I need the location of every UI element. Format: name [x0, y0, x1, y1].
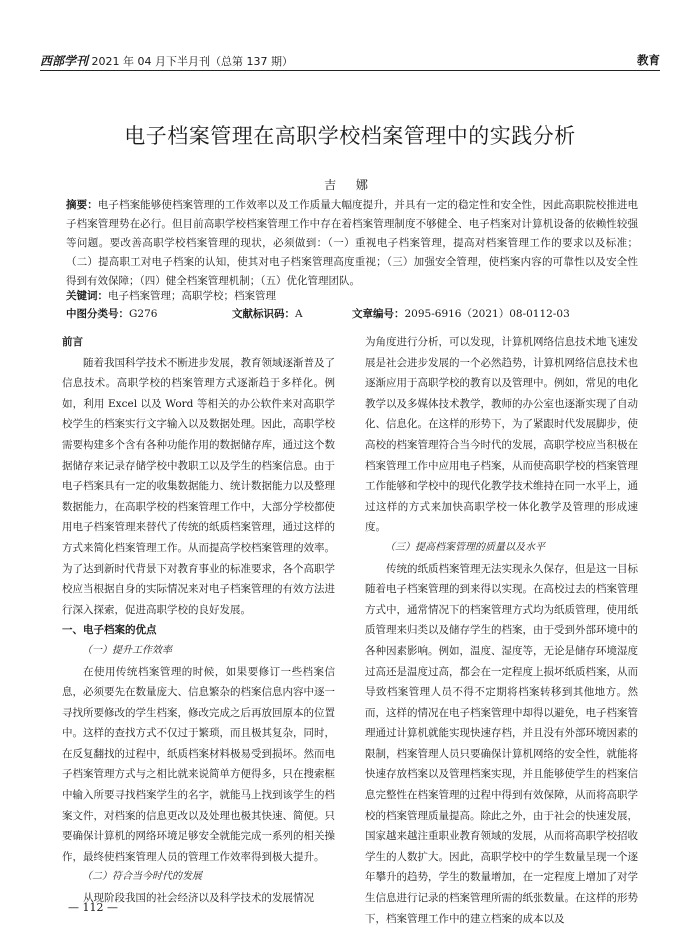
article-number-label: 文章编号：	[352, 308, 405, 320]
section-label: 教育	[637, 53, 660, 67]
journal-issue: 2021 年 04 月下半月刊（总第 137 期）	[91, 55, 293, 68]
journal-brand-logo: 西部学刊	[40, 54, 89, 68]
keywords-label: 关键词：	[66, 290, 108, 302]
body-paragraph: 在使用传统档案管理的时候，如果要修订一些档案信息，必须要先在数量庞大、信息繁杂的档案信息内容中逐一寻找所要修改的学生档案，修改完成之后再放回原本的位置中。这样的查找方式不仅过于繁琐，而且极其复杂，同时，在反复翻找的过程中，纸质档案材料极易受到损坏。然而电子档案管理方式与之相比就来说简单方便得多，只在搜索框中输入所要寻找档案学生的名字，就能马上找到该学生的档案文件，对档案的信息更改以及处理也极其快速、简便。只要确保计算机的网络环境足够安全就能完成一系列的相关操作，最终使档案管理人员的管理工作效率得到极大提升。	[62, 665, 335, 863]
subsection-heading: （三）提高档案管理的质量以及水平	[385, 541, 545, 553]
clc-value: G276	[129, 308, 158, 320]
abstract-label: 摘要：	[66, 199, 98, 211]
running-header	[40, 52, 660, 72]
clc-label: 中图分类号：	[66, 308, 129, 320]
section-heading: 一、电子档案的优点	[62, 624, 157, 637]
article-number-value: 2095-6916（2021）08-0112-03	[404, 308, 570, 320]
body-paragraph: 随着我国科学技术不断进步发展，教育领域逐渐普及了信息技术。高职学校的档案管理方式逐渐趋于多样化。例如，利用 Excel 以及 Word 等相关的办公软件来对高职学校学生的档案实行文字输入以及数据处理。因此，高职学校需要构建多个含有各种功能作用的数据储存库，通过这个数据储存来记录存储学校中教职工以及学生的档案信息。由于电子档案具有一定的收集数据能力、统计数据能力以及整理数据能力，在高职学校的档案管理工作中，大部分学校都使用电子档案管理来替代了传统的纸质档案管理，通过这样的方式来简化档案管理工作。从而提高学校档案管理的效率。为了达到新时代背景下对教育事业的标准要求，各个高职学校应当根据自身的实际情况来对电子档案管理的有效方法进行深入探索，促进高职学校的良好发展。	[62, 356, 335, 616]
keywords	[66, 288, 638, 303]
subsection-heading: （一）提升工作效率	[82, 644, 172, 656]
article-title: 电子档案管理在高职学校档案管理中的实践分析	[124, 124, 576, 148]
body-paragraph: 从现阶段我国的社会经济以及科学技术的发展情况	[83, 892, 314, 905]
clc-number	[66, 306, 157, 321]
preface-heading: 前言	[62, 336, 83, 348]
keywords-text: 电子档案管理；高职学校；档案管理	[108, 290, 276, 302]
document-code-value: A	[295, 308, 303, 320]
header-rule	[40, 70, 660, 71]
left-column	[62, 332, 335, 909]
abstract-text: 电子档案能够使档案管理的工作效率以及工作质量大幅度提升，并具有一定的稳定性和安全性，因此高职院校推进电子档案管理势在必行。但目前高职学校档案管理工作中存在着档案管理制度不够健全、电子档案对计算机设备的依赖性较强等问题。要改善高职学校档案管理的现状，必须做到：（一）重视电子档案管理，提高对档案管理工作的要求以及标准；（二）提高职工对电子档案的认知，使其对电子档案管理高度重视；（三）加强安全管理，使档案内容的可靠性以及安全性得到有效保障；（四）健全档案管理机制；（五）优化管理团队。	[66, 199, 639, 287]
author-name: 吉 娜	[324, 178, 376, 192]
page-number: — 112 —	[68, 901, 118, 914]
subsection-heading: （二）符合当今时代的发展	[82, 871, 202, 883]
body-paragraph: 为角度进行分析，可以发现，计算机网络信息技术地飞速发展是社会进步发展的一个必然趋势，计算机网络信息技术也逐渐应用于高职学校的教育以及管理中。例如，常见的电化教学以及多媒体技术教学，教师的办公室也逐渐实现了自动化、信息化。在这样的形势下，为了紧跟时代发展脚步，使高校的档案管理符合当今时代的发展，高职学校应当积极在档案管理工作中应用电子档案，从而使高职学校的档案管理工作能够和学校中的现代化教学技术维持在同一水平上，通过这样的方式来加快高职学校一体化教学及管理的形成速度。	[365, 336, 638, 534]
document-code	[232, 306, 303, 321]
body-paragraph: 传统的纸质档案管理无法实现永久保存，但是这一目标随着电子档案管理的到来得以实现。在高校过去的档案管理方式中，通常情况下的档案管理方式均为纸质管理，使用纸质管理来归类以及储存学生的档案，由于受到外部环境中的各种因素影响。例如，温度、湿度等，无论是储存环境湿度过高还是温度过高，都会在一定程度上损坏纸质档案，从而导致档案管理人员不得不定期将档案转移到其他地方。然而，这样的情况在电子档案管理中却得以避免，电子档案管理通过计算机就能实现快速存档，并且没有外部环境因素的限制，档案管理人员只要确保计算机网络的安全性，就能将快速存放档案以及管理档案实现，并且能够使学生的档案信息完整性在档案管理的过程中得到有效保障，从而将高职学校的档案管理质量提高。除此之外，由于社会的快速发展，国家越来越注重职业教育领域的发展，从而将高职学校招收学生的人数扩大。因此，高职学校中的学生数量呈现一个逐年攀升的趋势，学生的数量增加，在一定程度上增加了对学生信息进行记录的档案管理所需的纸张数量。在这样的形势下，档案管理工作中的建立档案的成本以及	[365, 562, 638, 925]
abstract	[66, 196, 638, 291]
document-code-label: 文献标识码：	[232, 308, 295, 320]
journal-info	[40, 52, 293, 69]
article-number	[352, 306, 570, 321]
right-column	[365, 332, 638, 929]
